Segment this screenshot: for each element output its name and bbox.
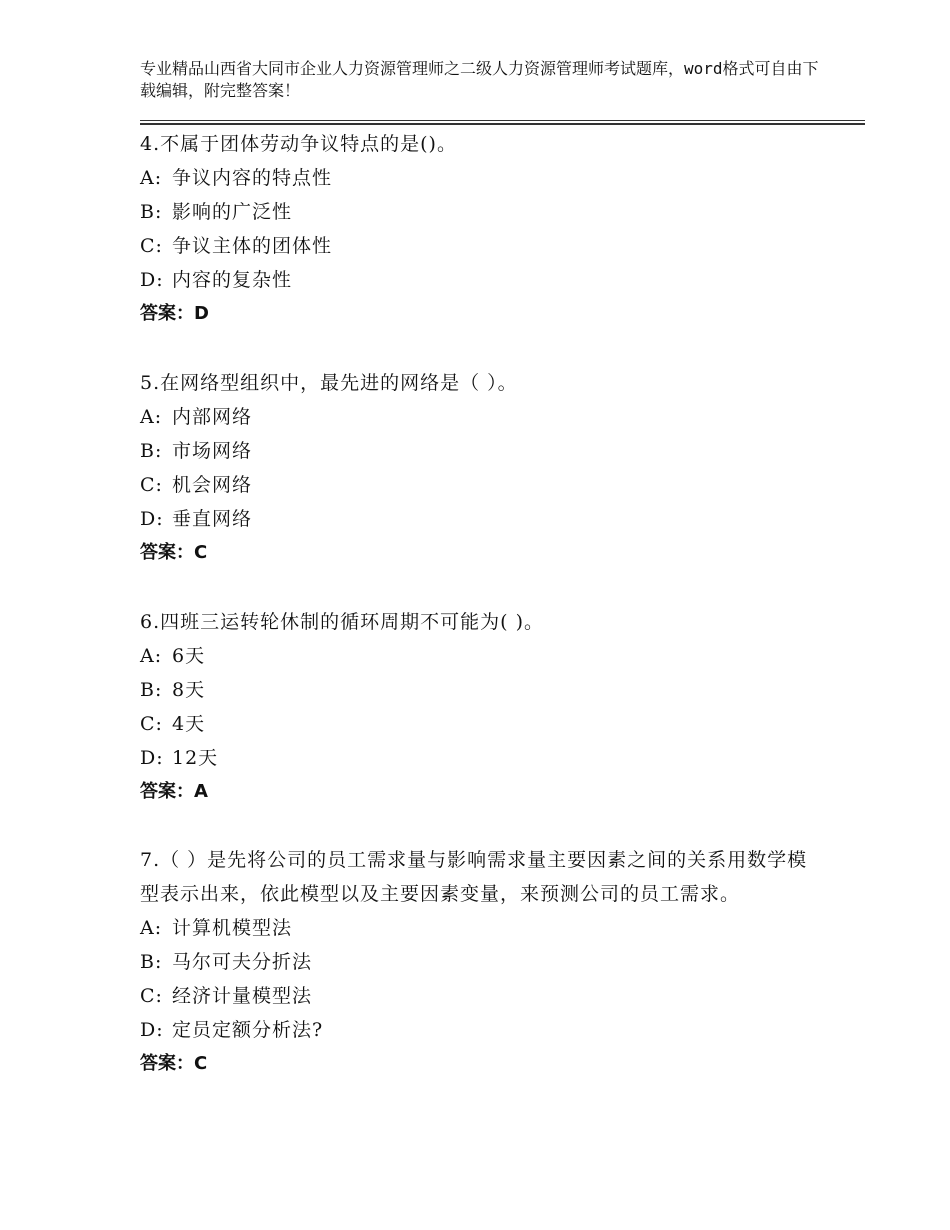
option-text: 6天 — [172, 645, 206, 667]
option-label: D: — [140, 508, 164, 530]
question-stem: 6.四班三运转轮休制的循环周期不可能为( )。 — [140, 611, 544, 633]
option-c — [140, 979, 810, 1013]
option-text: 马尔可夫分折法 — [172, 951, 313, 973]
answer-line: 答案：C — [140, 542, 208, 563]
option-a — [140, 639, 830, 673]
answer-line: 答案：D — [140, 303, 209, 324]
option-label: D: — [140, 747, 164, 769]
option-text: 定员定额分析法? — [172, 1019, 324, 1041]
option-text: 影响的广泛性 — [172, 201, 293, 223]
question-stem: 5.在网络型组织中，最先进的网络是（ ）。 — [140, 372, 518, 394]
option-d — [140, 502, 830, 536]
option-d — [140, 741, 830, 775]
header-divider-thick — [140, 123, 865, 125]
option-label: C: — [140, 474, 163, 496]
option-text: 计算机模型法 — [172, 917, 293, 939]
option-text: 机会网络 — [172, 474, 253, 496]
option-label: B: — [140, 679, 163, 701]
option-text: 4天 — [172, 713, 206, 735]
answer-line: 答案：C — [140, 1053, 208, 1074]
option-label: D: — [140, 1019, 164, 1041]
question-stem: 7.（ ）是先将公司的员工需求量与影响需求量主要因素之间的关系用数学模型表示出来，依此模型以及主要因素变量，来预测公司的员工需求。 — [140, 849, 808, 905]
question-6 — [140, 605, 830, 809]
option-text: 争议内容的特点性 — [172, 167, 333, 189]
option-c — [140, 229, 830, 263]
option-text: 内容的复杂性 — [172, 269, 293, 291]
option-label: A: — [140, 645, 163, 667]
option-b — [140, 434, 830, 468]
option-text: 8天 — [172, 679, 206, 701]
question-5 — [140, 366, 830, 570]
option-label: A: — [140, 917, 163, 939]
option-b — [140, 945, 810, 979]
question-stem: 4.不属于团体劳动争议特点的是()。 — [140, 133, 457, 155]
question-7 — [140, 843, 810, 1081]
option-label: B: — [140, 440, 163, 462]
option-label: C: — [140, 235, 163, 257]
option-a — [140, 911, 810, 945]
answer-line: 答案：A — [140, 781, 208, 802]
option-a — [140, 400, 830, 434]
option-label: C: — [140, 713, 163, 735]
option-label: B: — [140, 201, 163, 223]
option-b — [140, 195, 830, 229]
option-label: A: — [140, 406, 163, 428]
option-d — [140, 1013, 810, 1047]
option-label: B: — [140, 951, 163, 973]
option-text: 经济计量模型法 — [172, 985, 313, 1007]
option-label: D: — [140, 269, 164, 291]
option-label: C: — [140, 985, 163, 1007]
option-text: 市场网络 — [172, 440, 253, 462]
option-label: A: — [140, 167, 163, 189]
option-text: 争议主体的团体性 — [172, 235, 333, 257]
header-divider — [140, 120, 865, 121]
option-b — [140, 673, 830, 707]
option-text: 垂直网络 — [172, 508, 253, 530]
option-c — [140, 468, 830, 502]
option-c — [140, 707, 830, 741]
option-a — [140, 161, 830, 195]
document-header — [140, 58, 830, 102]
header-title: 专业精品山西省大同市企业人力资源管理师之二级人力资源管理师考试题库，word格式可自由下载编辑，附完整答案！ — [140, 59, 819, 100]
question-4 — [140, 127, 830, 331]
option-text: 内部网络 — [172, 406, 253, 428]
option-text: 12天 — [172, 747, 219, 769]
option-d — [140, 263, 830, 297]
